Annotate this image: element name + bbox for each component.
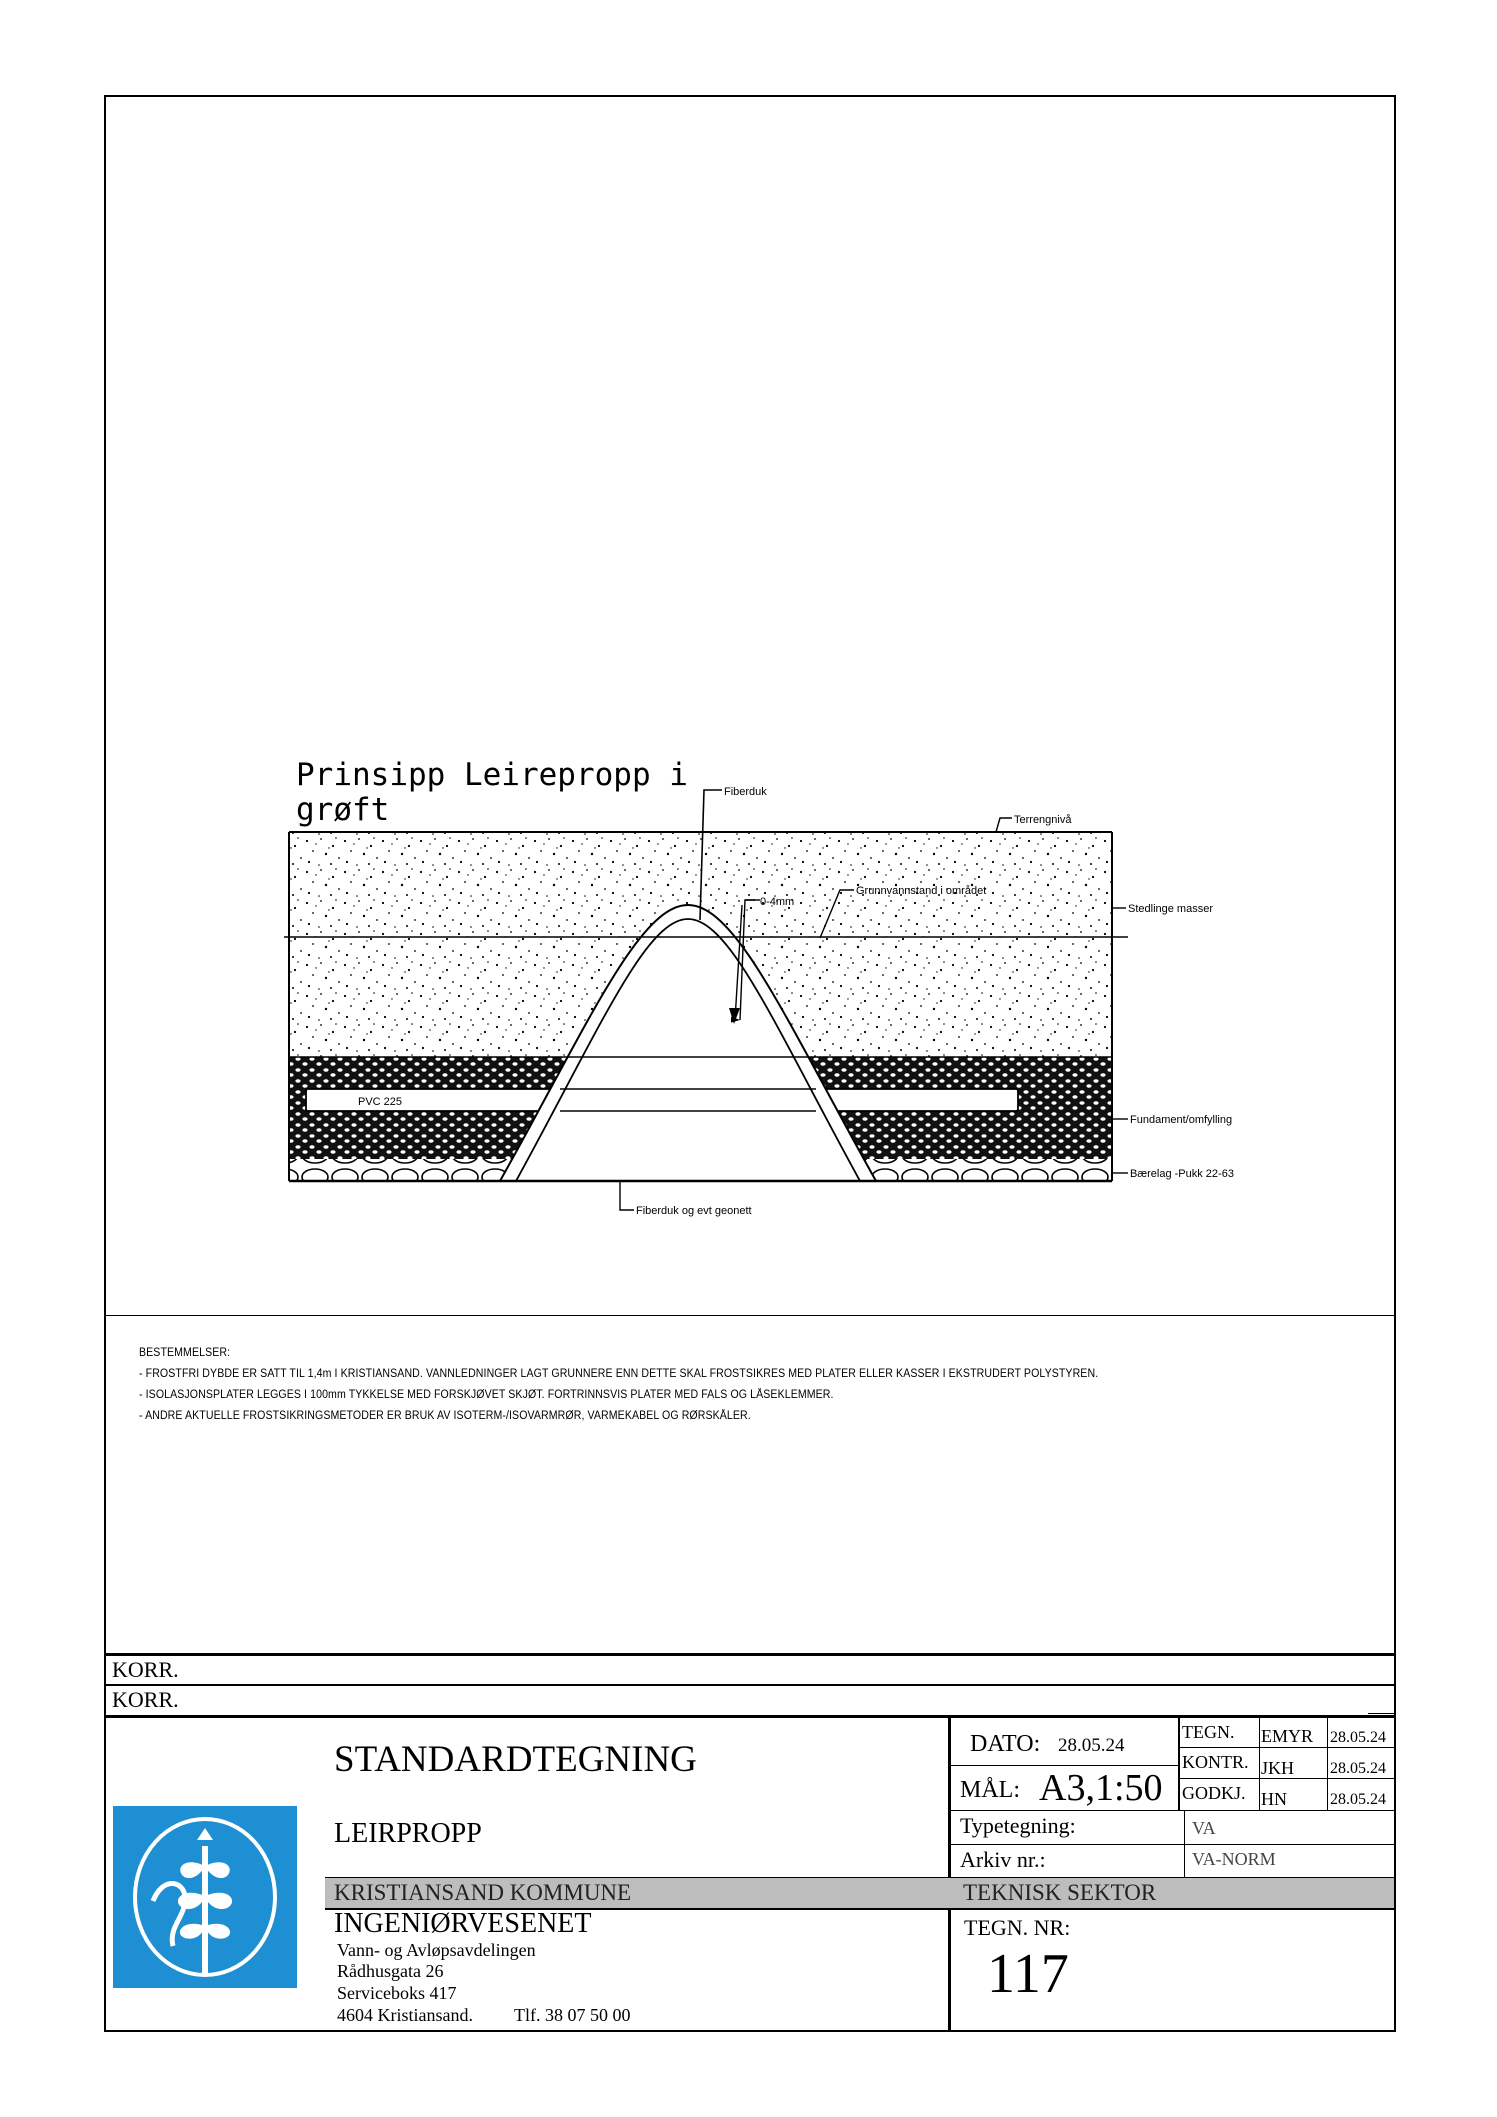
sign-role-3: GODKJ. [1182,1783,1246,1803]
sign-initials-2: JKH [1261,1758,1295,1778]
phone-number: Tlf. 38 07 50 00 [514,2005,631,2025]
dato-label: DATO: [970,1731,1041,1757]
notes-heading: BESTEMMELSER: [139,1347,231,1359]
label-stedlige: Stedlinge masser [1128,903,1213,915]
address-line-3: Serviceboks 417 [337,1983,457,2003]
label-sand: 0-4mm [760,896,795,908]
address-line-2: Rådhusgata 26 [337,1961,444,1981]
tegn-nr-value: 117 [987,1943,1069,2005]
dato-value: 28.05.24 [1058,1735,1125,1756]
kristiansand-logo [113,1806,297,1988]
department-name: INGENIØRVESENET [334,1908,592,1939]
sign-initials-3: HN [1261,1789,1287,1809]
title-heading: STANDARDTEGNING [334,1739,697,1780]
sign-initials-1: EMYR [1261,1726,1314,1746]
sign-date-2: 28.05.24 [1330,1760,1386,1777]
label-pvc: PVC 225 [358,1096,403,1108]
drawing-title-line2: grøft [296,792,390,828]
label-baerelag: Bærelag -Pukk 22-63 [1130,1168,1234,1180]
korr-label-1: KORR. [112,1657,179,1682]
coat-of-arms-icon [113,1806,297,1988]
title-block-top-line [104,1715,1396,1718]
sign-date-3: 28.05.24 [1330,1791,1386,1808]
typetegning-value: VA [1192,1818,1216,1838]
sign-date-1: 28.05.24 [1330,1729,1386,1746]
municipality-name: KRISTIANSAND KOMMUNE [334,1880,632,1905]
postal-address: 4604 Kristiansand. [337,2005,473,2025]
korr-end-mark [1368,1713,1394,1714]
arkiv-value: VA-NORM [1192,1849,1276,1869]
sign-role-1: TEGN. [1182,1722,1235,1742]
notes-line-2: - ISOLASJONSPLATER LEGGES I 100mm TYKKELSE MED FORSKJØVET SKJØT. FORTRINNSVIS PLATER MED FALS OG LÅSEKLEMMER. [139,1389,834,1401]
tegn-nr-label: TEGN. NR: [964,1915,1071,1940]
korr-mid-line [104,1684,1396,1686]
title-subject: LEIRPROPP [334,1818,482,1849]
drawing-title-line1: Prinsipp Leirepropp i [296,757,688,793]
mal-label: MÅL: [960,1777,1020,1803]
arkiv-label: Arkiv nr.: [960,1847,1046,1872]
typetegning-top-line [950,1810,1394,1811]
sector-name: TEKNISK SEKTOR [963,1880,1157,1905]
sign-date-divider [1327,1716,1328,1810]
sign-initials-divider [1259,1716,1260,1810]
label-terrengniva: Terrengnivå [1014,814,1072,826]
sign-row-line-1 [1180,1747,1394,1748]
korr-label-2: KORR. [112,1687,179,1712]
notes-line-3: - ANDRE AKTUELLE FROSTSIKRINGSMETODER ER BRUK AV ISOTERM-/ISOVARMRØR, VARMEKABEL OG RØRSKÅLER. [139,1410,751,1422]
label-fundament: Fundament/omfylling [1130,1114,1233,1126]
notes-line-1: - FROSTFRI DYBDE ER SATT TIL 1,4m I KRISTIANSAND. VANNLEDNINGER LAGT GRUNNERE ENN DETTE SKAL FROSTSIKRES MED PLATER ELLER KASSER I EKSTRUDERT POLYSTYREN. [139,1368,1099,1380]
drawing-notes-divider [104,1315,1396,1316]
sign-col-divider [1178,1716,1180,1810]
sign-role-2: KONTR. [1182,1752,1249,1772]
title-block-divider [948,1716,951,2032]
mal-value: A3,1:50 [1039,1767,1163,1809]
korr-top-line [104,1653,1396,1656]
arkiv-top-line [950,1844,1394,1845]
band-top-line [325,1877,1394,1878]
address-line-1: Vann- og Avløpsavdelingen [337,1940,536,1960]
typetegning-label: Typetegning: [960,1813,1076,1838]
label-grunnvann: Grunnvannstand i området [856,885,987,897]
label-fiberduk-geonett: Fiberduk og evt geonett [636,1205,752,1217]
label-fiberduk: Fiberduk [724,786,767,798]
